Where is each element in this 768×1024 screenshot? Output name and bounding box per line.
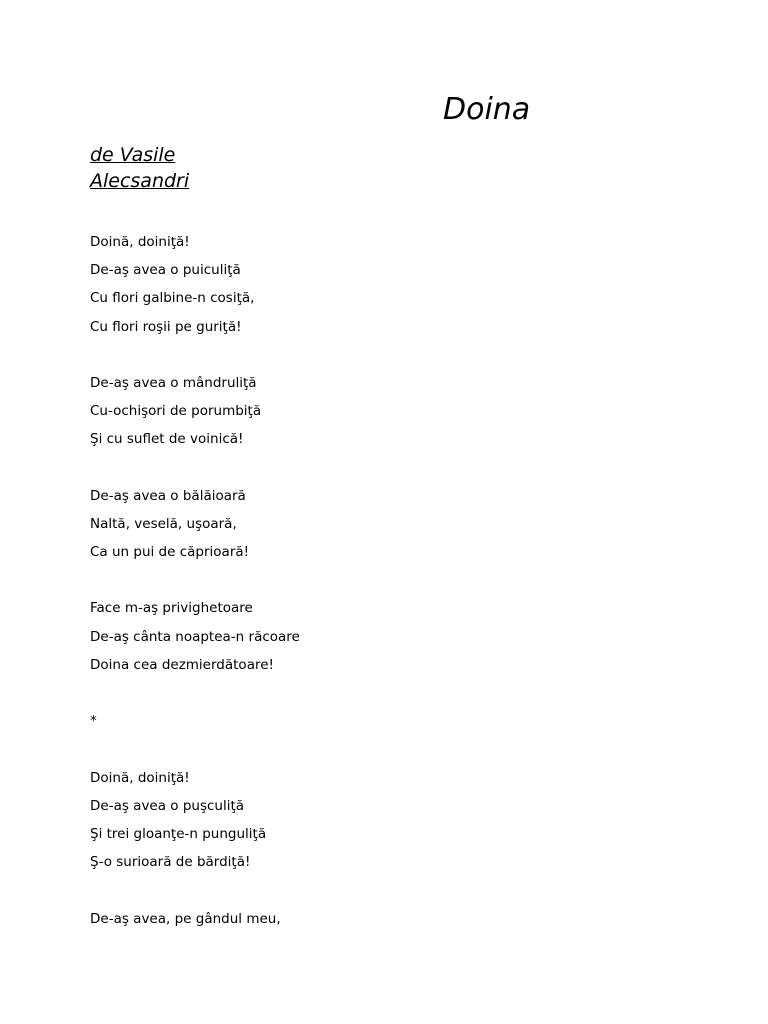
poem-line: Şi trei gloanţe-n punguliţă	[90, 825, 267, 842]
stanza-gap	[90, 735, 690, 763]
stanza-3	[90, 482, 690, 567]
poem-line: De-aş avea o mândruliţă	[90, 374, 257, 391]
poem-title: Doina	[443, 92, 531, 127]
poem-line: Ş-o surioară de bărdiţă!	[90, 854, 251, 871]
stanza-gap	[90, 566, 690, 594]
poem-line: De-aş cânta noaptea-n răcoare	[90, 628, 300, 645]
poem-line: Cu flori roşii pe guriţă!	[90, 318, 242, 335]
stanza-gap	[90, 876, 690, 904]
poem-line: Cu-ochişori de porumbiţă	[90, 403, 262, 420]
poem-line: Cu flori galbine-n cosiţă,	[90, 290, 255, 307]
poem-line: Şi cu suflet de voinică!	[90, 431, 244, 448]
poem-line: De-aş avea o bălăioară	[90, 487, 246, 504]
section-separator: *	[90, 713, 97, 730]
poem-line: Face m-aş privighetoare	[90, 600, 253, 617]
poem-line: Doină, doiniţă!	[90, 234, 190, 250]
author-line-1: de Vasile	[90, 144, 176, 166]
stanza-6	[90, 905, 690, 933]
poem-line: De-aş avea o puiculiţă	[90, 262, 241, 279]
poem-line: De-aş avea, pe gândul meu,	[90, 910, 281, 927]
stanza-gap	[90, 454, 690, 482]
poem-body	[90, 228, 690, 933]
poem-line: Doină, doiniţă!	[90, 769, 190, 786]
stanza-gap	[90, 679, 690, 707]
stanza-4	[90, 594, 690, 679]
poem-line: Ca un pui de căprioară!	[90, 544, 250, 561]
poem-line: Doina cea dezmierdătoare!	[90, 656, 274, 673]
stanza-1	[90, 228, 690, 341]
stanza-2	[90, 369, 690, 454]
author-byline	[90, 142, 676, 194]
author-line-2: Alecsandri	[90, 170, 190, 192]
poem-line: De-aş avea o puşculiţă	[90, 797, 245, 814]
poem-line: Naltă, veselă, uşoară,	[90, 515, 237, 532]
stanza-gap	[90, 341, 690, 369]
stanza-5	[90, 764, 690, 877]
